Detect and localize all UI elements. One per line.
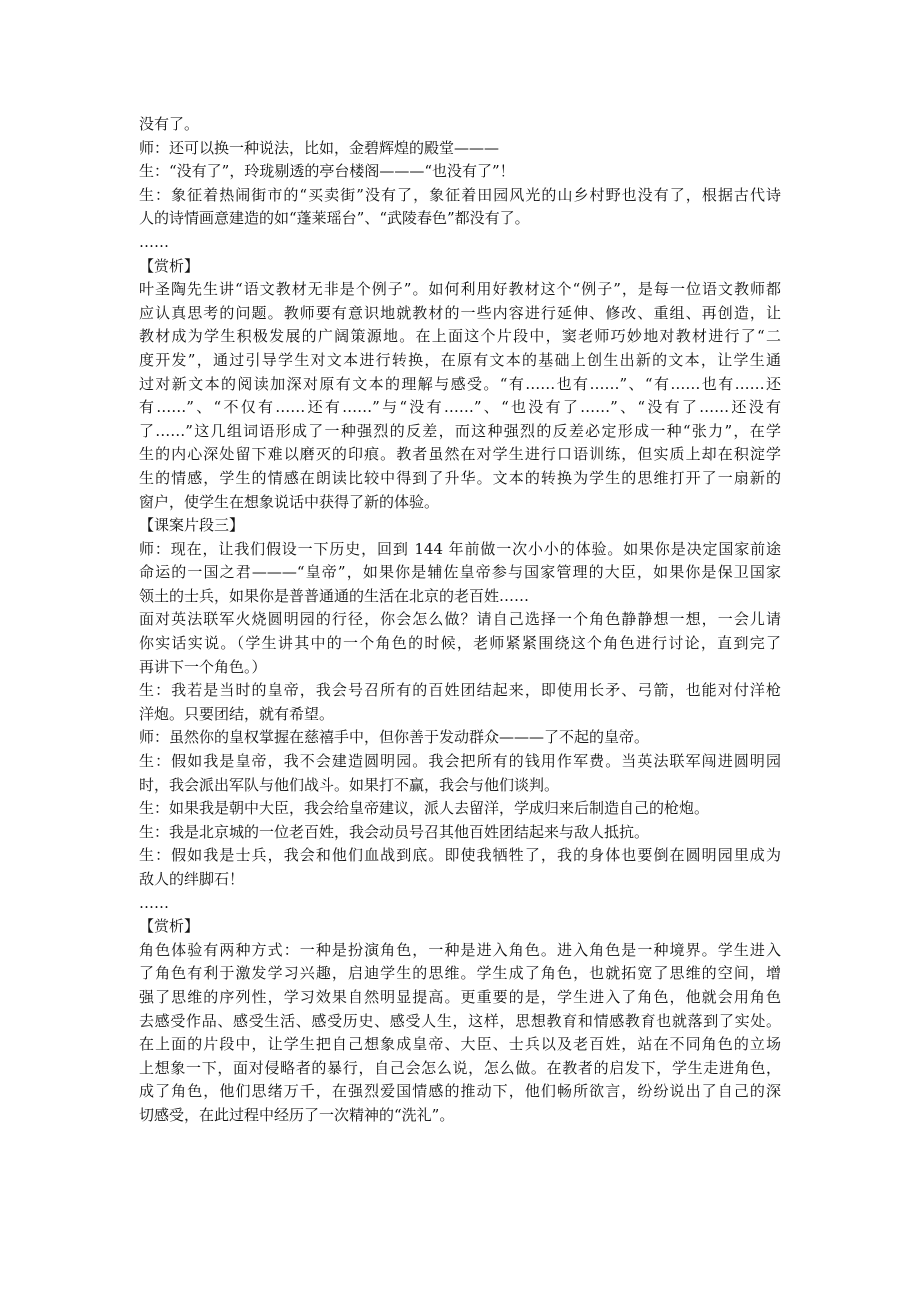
text-line: 没有了。 xyxy=(139,115,200,133)
text-line: 【赏析】 xyxy=(139,917,200,936)
text-line: 强了思维的序列性，学习效果自然明显提高。更重要的是，学生进入了角色，他就会用角色 xyxy=(139,987,781,1006)
text-line: 生：我是北京城的一位老百姓，我会动员号召其他百姓团结起来与敌人抵抗。 xyxy=(139,822,650,841)
text-line: 生：象征着热闹街市的“买卖街”没有了，象征着田园风光的山乡村野也没有了，根据古代诗 xyxy=(139,185,781,204)
text-line: 师：还可以换一种说法，比如，金碧辉煌的殿堂——— xyxy=(139,138,500,157)
text-line: 生：假如我是皇帝，我不会建造圆明园。我会把所有的钱用作军费。当英法联军闯进圆明园 xyxy=(139,752,781,771)
text-line: 在上面的片段中，让学生把自己想象成皇帝、大臣、士兵以及老百姓，站在不同角色的立场 xyxy=(139,1035,781,1054)
text-line: 生：我若是当时的皇帝，我会号召所有的百姓团结起来，即使用长矛、弓箭，也能对付洋枪 xyxy=(139,681,781,700)
text-line: 角色体验有两种方式：一种是扮演角色，一种是进入角色。进入角色是一种境界。学生进入 xyxy=(139,940,781,959)
text-line: 叶圣陶先生讲“语文教材无非是个例子”。如何利用好教材这个“例子”，是每一位语文教师都 xyxy=(139,280,781,299)
text-line: 洋炮。只要团结，就有希望。 xyxy=(139,704,335,723)
text-line: 度开发”，通过引导学生对文本进行转换，在原有文本的基础上创生出新的文本，让学生通 xyxy=(139,350,781,369)
text-line: 了……”这几组词语形成了一种强烈的反差，而这种强烈的反差必定形成一种“张力”，在学 xyxy=(139,421,781,440)
text-line: 师：虽然你的皇权掌握在慈禧手中，但你善于发动群众———了不起的皇帝。 xyxy=(139,728,650,747)
text-line: 生：假如我是士兵，我会和他们血战到底。即使我牺牲了，我的身体也要倒在圆明园里成为 xyxy=(139,846,781,865)
text-line: 有……”、“不仅有……还有……”与“没有……”、“也没有了……”、“没有了……还没有 xyxy=(139,398,781,417)
text-line: 敌人的绊脚石！ xyxy=(139,870,245,888)
text-line: …… xyxy=(139,232,169,251)
text-line: 切感受，在此过程中经历了一次精神的“洗礼”。 xyxy=(139,1105,455,1124)
text-line: 【赏析】 xyxy=(139,256,200,275)
text-line: 【课案片段三】 xyxy=(139,516,245,535)
text-line: 应认真思考的问题。教师要有意识地就教材的一些内容进行延伸、修改、重组、再创造，让 xyxy=(139,303,781,322)
text-line: 上想象一下，面对侵略者的暴行，自己会怎么说，怎么做。在教者的启发下，学生走进角色， xyxy=(139,1058,781,1077)
text-line: 时，我会派出军队与他们战斗。如果打不赢，我会与他们谈判。 xyxy=(139,775,560,794)
text-line: 成了角色，他们思绪万千，在强烈爱国情感的推动下，他们畅所欲言，纷纷说出了自己的深 xyxy=(139,1082,781,1101)
document-body xyxy=(139,113,781,1128)
text-line: 师：现在，让我们假设一下历史，回到 144 年前做一次小小的体验。如果你是决定国家前途 xyxy=(139,539,781,558)
text-line: 再讲下一个角色。） xyxy=(139,657,267,676)
text-line: 生：“没有了”，玲珑剔透的亭台楼阁———“也没有了”！ xyxy=(139,162,515,181)
text-line: 过对新文本的阅读加深对原有文本的理解与感受。“有……也有……”、“有……也有……还 xyxy=(139,374,781,393)
text-line: 了角色有利于激发学习兴趣，启迪学生的思维。学生成了角色，也就拓宽了思维的空间，增 xyxy=(139,964,781,983)
text-line: 生：如果我是朝中大臣，我会给皇帝建议，派人去留洋，学成归来后制造自己的枪炮。 xyxy=(139,799,710,818)
text-line: …… xyxy=(139,893,169,912)
text-line: 面对英法联军火烧圆明园的行径，你会怎么做？请自己选择一个角色静静想一想，一会儿请 xyxy=(139,610,781,629)
text-line: 教材成为学生积极发展的广阔策源地。在上面这个片段中，窦老师巧妙地对教材进行了“二 xyxy=(139,327,781,346)
text-line: 去感受作品、感受生活、感受历史、感受人生，这样，思想教育和情感教育也就落到了实处。 xyxy=(139,1011,781,1030)
text-line: 你实话实说。（学生讲其中的一个角色的时候，老师紧紧围绕这个角色进行讨论，直到完了 xyxy=(139,634,781,653)
text-line: 生的情感，学生的情感在朗读比较中得到了升华。文本的转换为学生的思维打开了一扇新的 xyxy=(139,468,781,487)
text-line: 生的内心深处留下难以磨灭的印痕。教者虽然在对学生进行口语训练，但实质上却在积淀学 xyxy=(139,445,781,464)
text-line: 人的诗情画意建造的如“蓬莱瑶台”、“武陵春色”都没有了。 xyxy=(139,209,530,228)
text-line: 领土的士兵，如果你是普普通通的生活在北京的老百姓…… xyxy=(139,586,530,605)
text-line: 窗户，使学生在想象说话中获得了新的体验。 xyxy=(139,492,440,511)
text-line: 命运的一国之君———“皇帝”，如果你是辅佐皇帝参与国家管理的大臣，如果你是保卫国家 xyxy=(139,563,781,582)
